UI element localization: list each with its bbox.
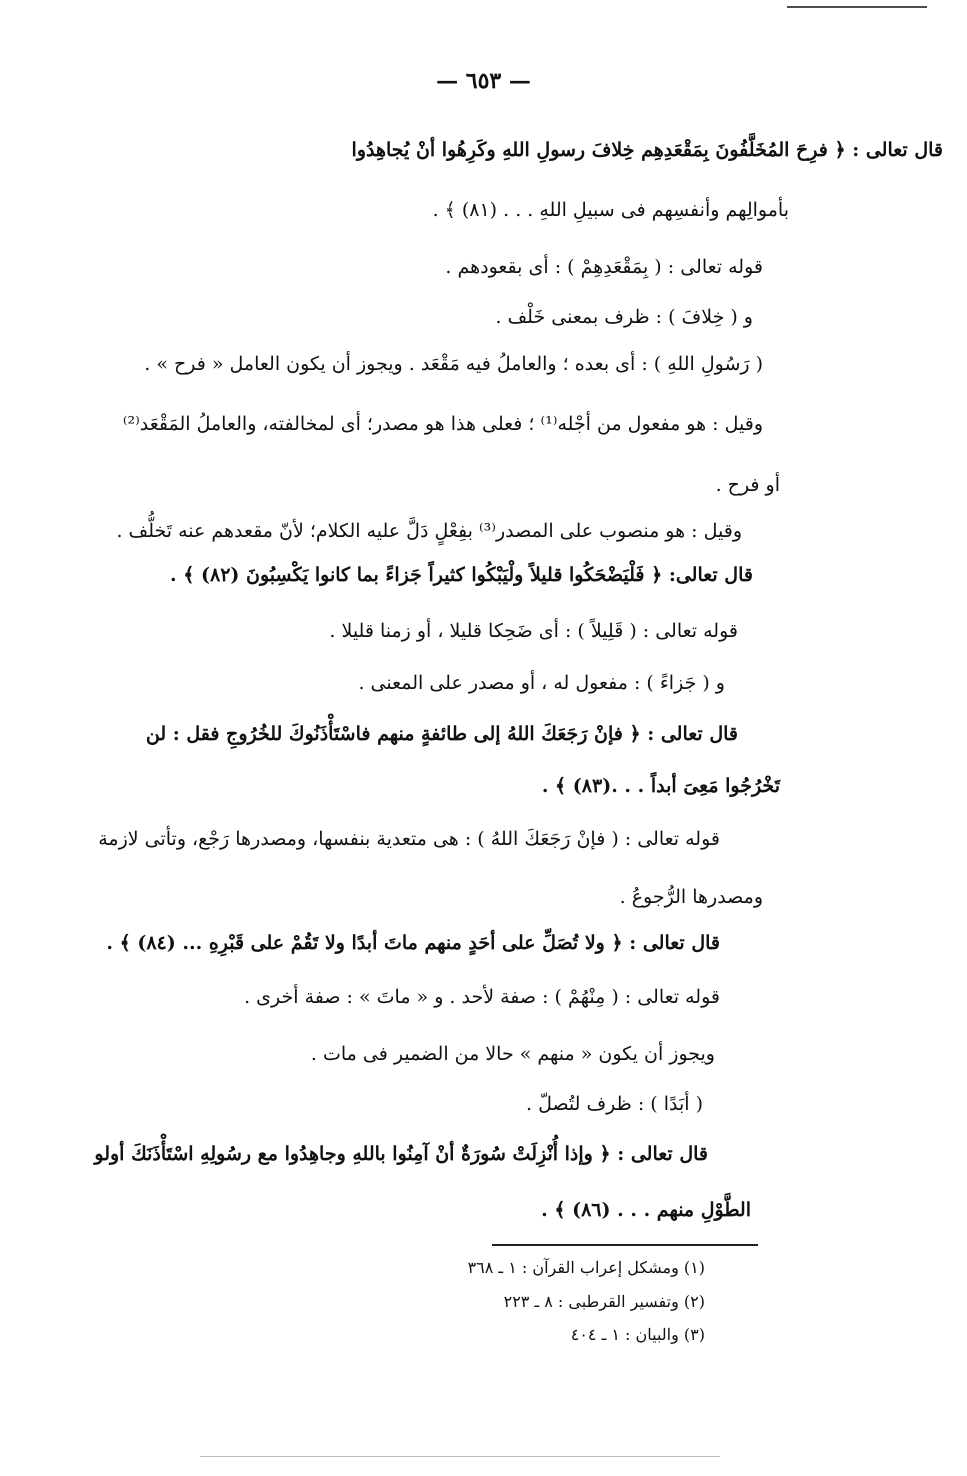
footnote: (٣) والبيان : ١ ـ ٤٠٤ <box>570 1325 705 1344</box>
text-line: ويجوز أن يكون « منهم » حالا من الضمير فى مات . <box>310 1043 715 1065</box>
text-line: قال تعالى : ﴿ وإذا أُنْزِلَتْ سُورَةٌ أنْ آمِنُوا باللهِ وجاهِدُوا مع رسُولِهِ اسْتَأْذَنَكَ أولو <box>94 1143 708 1165</box>
page-number: — ٦٥٣ — <box>436 68 531 94</box>
text-line: وقيل : هو مفعول من أجْله⁽¹⁾ ؛ فعلى هذا هو مصدر؛ أى لمخالفته، والعاملُ المَقْعَد⁽²⁾ <box>122 413 763 435</box>
text-line: الطَّوْلِ منهم . . . (٨٦) ﴾ . <box>541 1199 751 1221</box>
footnote: (١) ومشكل إعراب القرآن : ١ ـ ٣٦٨ <box>467 1258 705 1277</box>
text-line: قوله تعالى : ( بِمَقْعَدِهِمْ ) : أى بقعودهم . <box>445 256 763 278</box>
text-line: بأموالِهم وأنفسِهم فى سبيلِ اللهِ . . . (٨١) ﴾ . <box>432 199 789 221</box>
text-line: تَخْرُجُوا مَعِىَ أبداً . . .(٨٣) ﴾ . <box>541 775 780 797</box>
bottom-scan-edge <box>200 1456 720 1457</box>
top-rule <box>787 6 927 8</box>
text-line: قال تعالى : ﴿ ولا تُصَلِّ على أحَدٍ منهم ماتَ أبدًا ولا تَقُمْ على قَبْرِهِ ... (٨٤) ﴾ . <box>106 932 720 954</box>
text-line: و ( جَزاءً ) : مفعول له ، أو مصدر على المعنى . <box>358 672 725 694</box>
text-line: قال تعالى : ﴿ فإنْ رَجَعَكَ اللهُ إلى طائفةٍ منهم فاسْتَأْذَنُوكَ للخُرُوجِ فقل : لن <box>145 723 738 745</box>
footnote-divider <box>492 1244 758 1246</box>
text-line: ( أبَدًا ) : ظرف لتُصلّ . <box>525 1093 703 1115</box>
text-line: ومصدرها الرُّجوعُ . <box>619 886 763 908</box>
text-line: و ( خِلافَ ) : ظرف بمعنى خَلْف . <box>495 306 753 328</box>
text-line: قال تعالى : ﴿ فرِحَ المُخَلَّفُونَ بِمَقْعَدِهِم خِلافَ رسولِ اللهِ وكَرِهُوا أنْ يُجاهِدُوا <box>351 139 943 161</box>
text-line: قوله تعالى : ( قَلِيلاً ) : أى ضَحِكا قليلا ، أو زمنا قليلا . <box>329 620 738 642</box>
text-line: قوله تعالى : ( فإنْ رَجَعَكَ اللهُ ) : هى متعدية بنفسها، ومصدرها رَجْع، وتأتى لازمة <box>98 828 720 850</box>
text-line: ( رَسُولِ اللهِ ) : أى بعده ؛ والعاملُ فيه مَقْعَد . ويجوز أن يكون العامل « فرح » . <box>144 353 763 375</box>
footnote: (٢) وتفسير القرطبى : ٨ ـ ٢٢٣ <box>503 1292 705 1311</box>
text-line: قال تعالى: ﴿ فَلْيَضْحَكُوا قليلاً ولْيَبْكُوا كثيراً جَزاءً بما كانوا يَكْسِبُونَ (٨٢) ﴾ . <box>170 564 753 586</box>
text-line: قوله تعالى : ( مِنْهُمْ ) : صفة لأحد . و « ماتَ » : صفة أخرى . <box>244 986 720 1008</box>
text-line: وقيل : هو منصوب على المصدر⁽³⁾ بفِعْلٍ دَلَّ عليه الكلام؛ لأنّ مقعدهم عنه تَخلُّف . <box>116 520 742 542</box>
text-line: أو فرح . <box>715 474 780 496</box>
